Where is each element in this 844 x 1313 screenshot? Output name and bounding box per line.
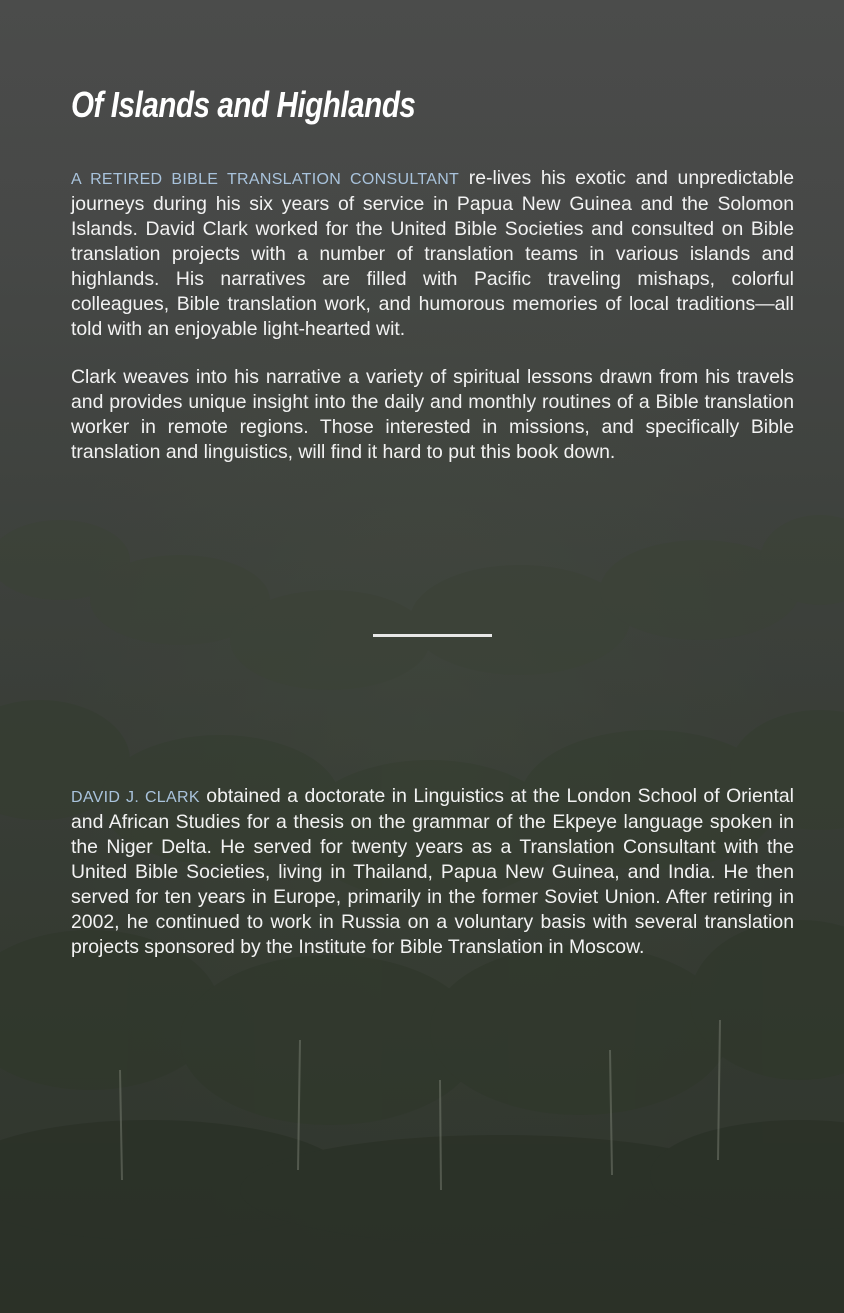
author-bio bbox=[71, 784, 794, 960]
book-description-secondary: Clark weaves into his narrative a variety of spiritual lessons drawn from his travels and provides unique insight into the daily and monthly routines of a Bible translation worker in remote regions. Those interested in missions, and specifically Bible translation and linguistics, will find it hard to put this book down. bbox=[71, 366, 794, 463]
author-name: DAVID J. CLARK bbox=[71, 789, 200, 806]
description-text: re-lives his exotic and unpredictable journeys during his six years of service in Papua New Guinea and the Solomon Islands. David Clark worked for the United Bible Societies and consulted on Bible translation projects with a number of translation teams in various islands and highlands. His narratives are filled with Pacific traveling mishaps, colorful colleagues, Bible translation work, and humorous memories of local traditions—all told with an enjoyable light-hearted wit. bbox=[71, 167, 794, 340]
description-lead: A RETIRED BIBLE TRANSLATION CONSULTANT bbox=[71, 171, 460, 188]
book-title: Of Islands and Highlands bbox=[71, 84, 416, 125]
book-description bbox=[71, 166, 794, 342]
section-divider bbox=[373, 634, 492, 637]
author-bio-text: obtained a doctorate in Linguistics at the London School of Oriental and African Studies for a thesis on the grammar of the Ekpeye language spoken in the Niger Delta. He served for twenty years as a Translation Consultant with the United Bible Societies, living in Thailand, Papua New Guinea, and India. He then served for ten years in Europe, primarily in the former Soviet Union. After retiring in 2002, he continued to work in Russia on a voluntary basis with several translation projects sponsored by the Institute for Bible Translation in Moscow. bbox=[71, 785, 794, 958]
